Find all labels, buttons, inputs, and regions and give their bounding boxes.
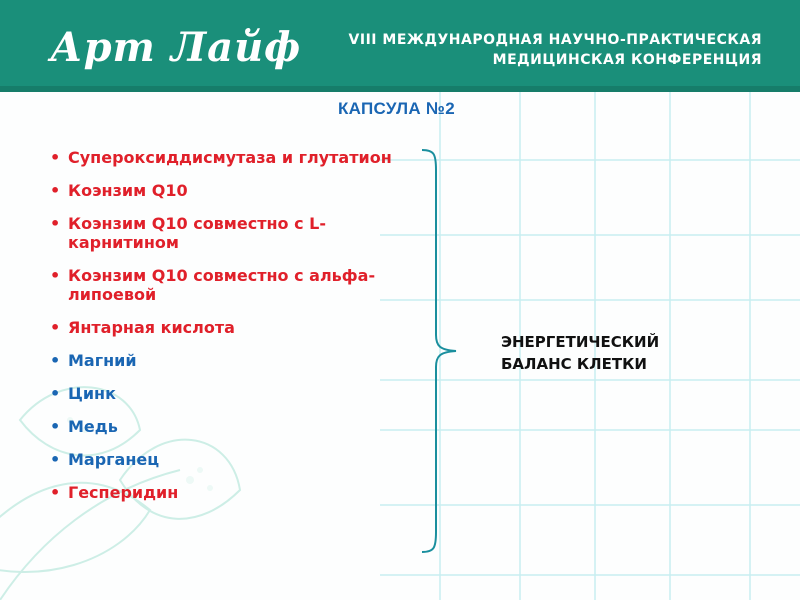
logo: Арт Лайф bbox=[50, 24, 302, 71]
bullet-icon: • bbox=[50, 318, 61, 337]
bullet-icon: • bbox=[50, 148, 61, 167]
list-item-text: Коэнзим Q10 совместно с альфа-липоевой bbox=[68, 266, 376, 304]
list-item bbox=[48, 318, 428, 337]
bullet-icon: • bbox=[50, 450, 61, 469]
ingredient-list bbox=[48, 148, 428, 516]
list-item-text: Коэнзим Q10 bbox=[68, 181, 188, 200]
list-item-text: Коэнзим Q10 совместно с L-карнитином bbox=[68, 214, 326, 252]
list-item bbox=[48, 266, 428, 304]
list-item bbox=[48, 351, 428, 370]
list-item-text: Марганец bbox=[68, 450, 160, 469]
balance-line-1: ЭНЕРГЕТИЧЕСКИЙ bbox=[501, 333, 660, 351]
list-item bbox=[48, 417, 428, 436]
bullet-icon: • bbox=[50, 214, 61, 233]
slide-title: КАПСУЛА №2 bbox=[338, 99, 455, 118]
conference-line-2: МЕДИЦИНСКАЯ КОНФЕРЕНЦИЯ bbox=[492, 52, 762, 68]
list-item-text: Гесперидин bbox=[68, 483, 179, 502]
conference-title bbox=[349, 30, 762, 70]
list-item bbox=[48, 148, 428, 167]
list-item bbox=[48, 181, 428, 200]
list-item bbox=[48, 483, 428, 502]
list-item-text: Магний bbox=[68, 351, 137, 370]
list-item bbox=[48, 214, 428, 252]
list-item-text: Цинк bbox=[68, 384, 116, 403]
list-item bbox=[48, 384, 428, 403]
bullet-icon: • bbox=[50, 417, 61, 436]
bullet-icon: • bbox=[50, 384, 61, 403]
list-item-text: Медь bbox=[68, 417, 118, 436]
curly-brace-icon bbox=[420, 140, 470, 560]
conference-line-1: VIII МЕЖДУНАРОДНАЯ НАУЧНО-ПРАКТИЧЕСКАЯ bbox=[348, 32, 762, 48]
balance-line-2: БАЛАНС КЛЕТКИ bbox=[501, 355, 647, 373]
list-item-text: Супероксиддисмутаза и глутатион bbox=[68, 148, 392, 167]
bullet-icon: • bbox=[50, 483, 61, 502]
header-stripe bbox=[0, 86, 800, 92]
energy-balance-label bbox=[501, 331, 659, 375]
bullet-icon: • bbox=[50, 351, 61, 370]
bullet-icon: • bbox=[50, 266, 61, 285]
list-item bbox=[48, 450, 428, 469]
list-item-text: Янтарная кислота bbox=[68, 318, 235, 337]
bullet-icon: • bbox=[50, 181, 61, 200]
header-bar bbox=[0, 0, 800, 92]
